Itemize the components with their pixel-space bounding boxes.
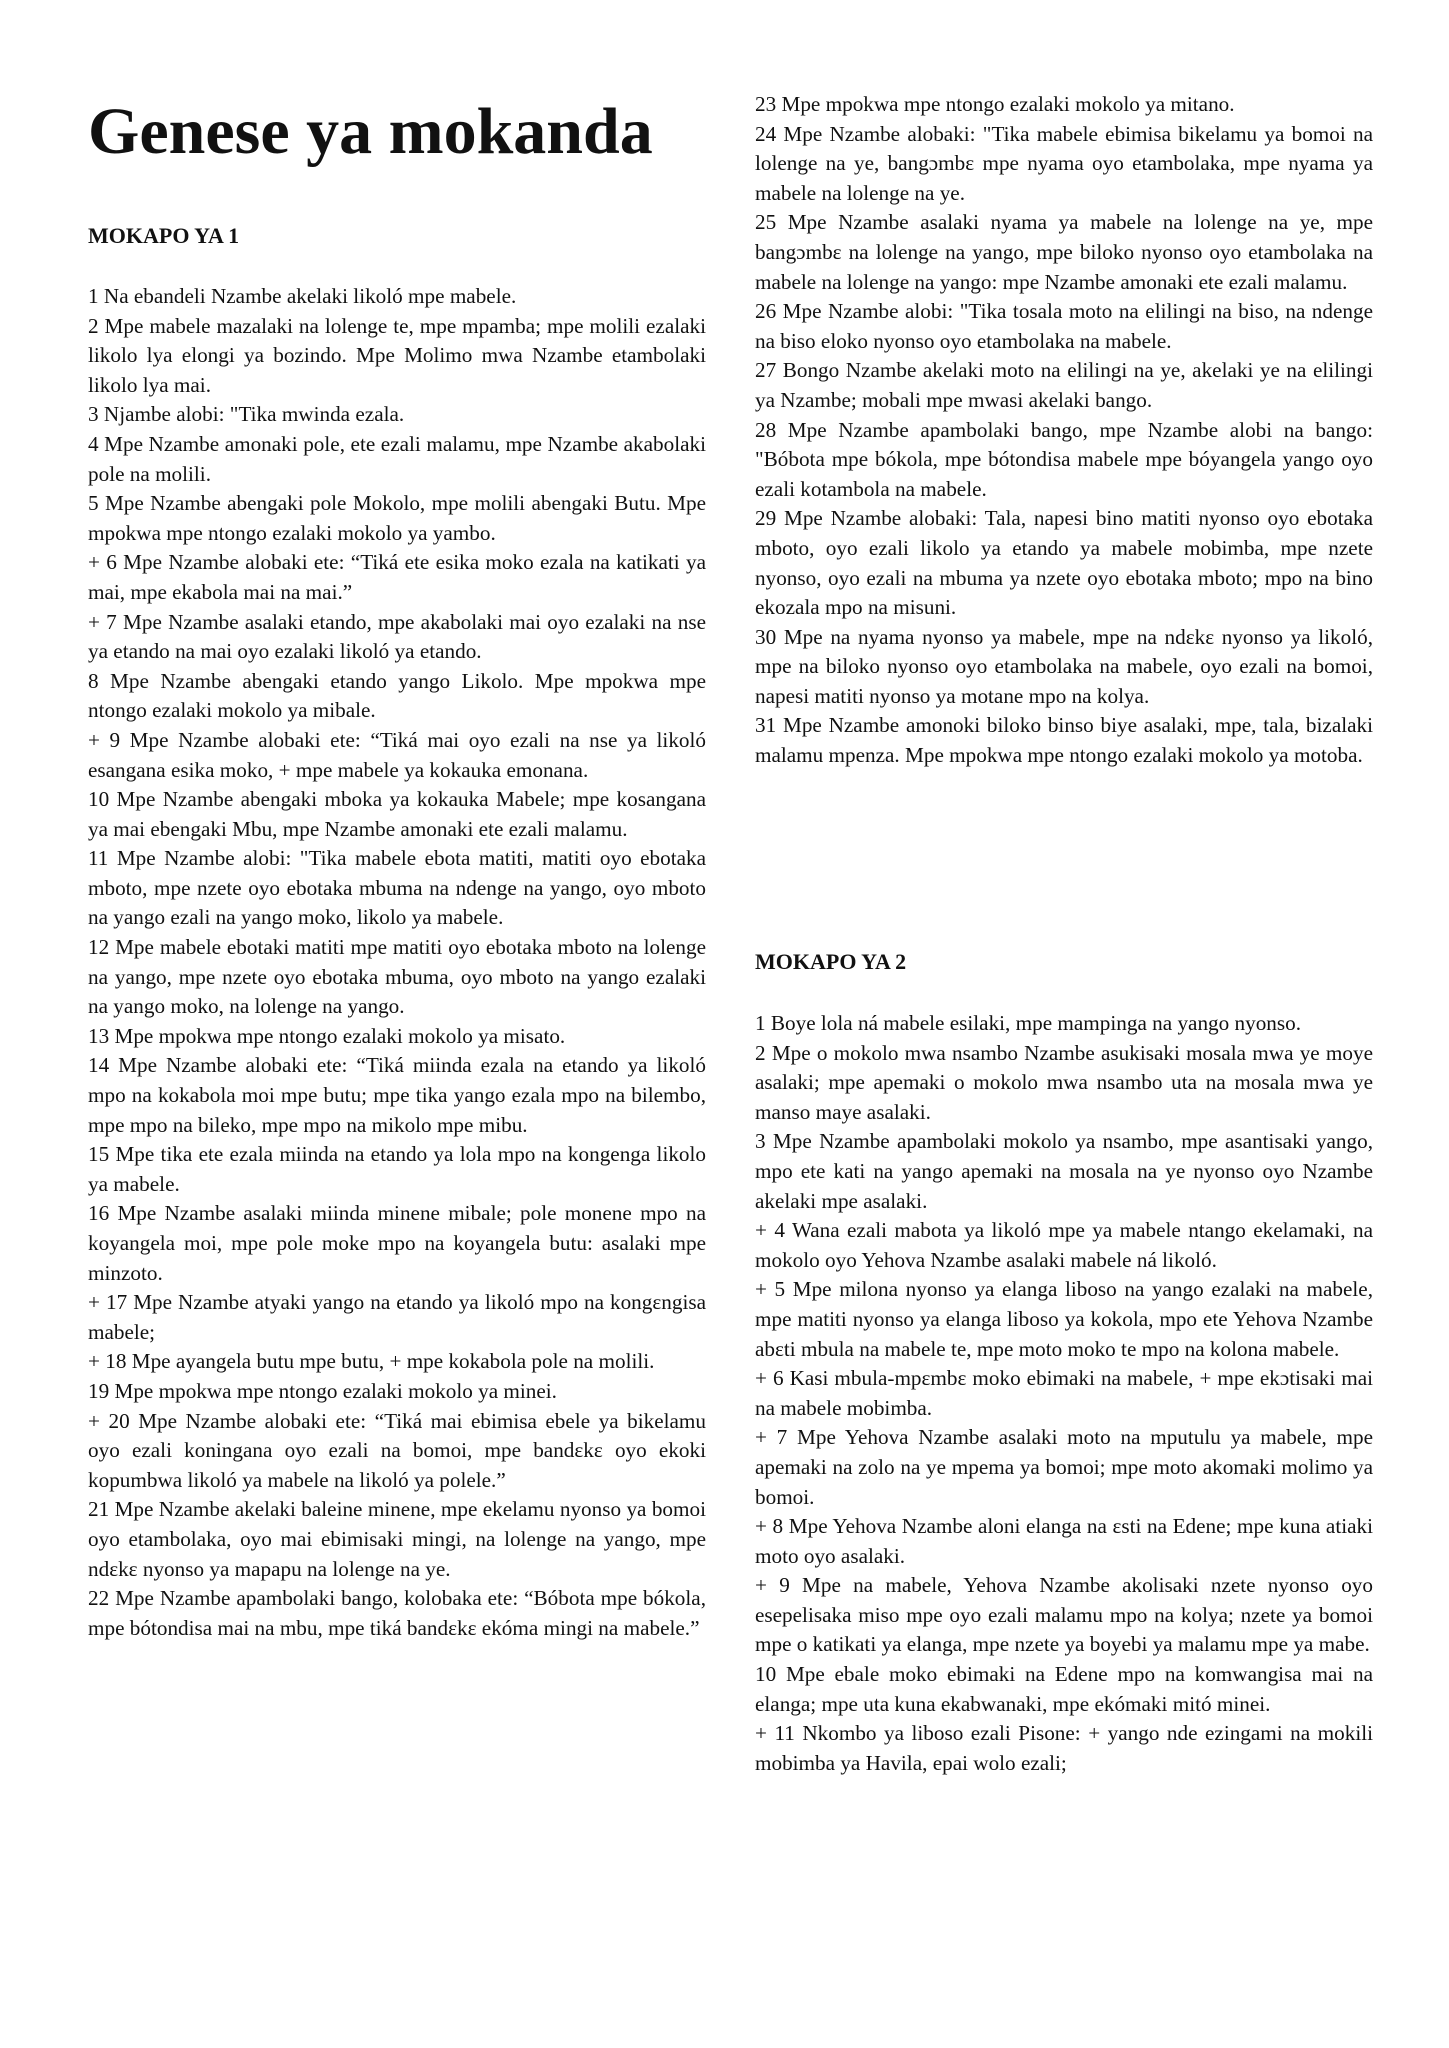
verse: + 11 Nkombo ya liboso ezali Pisone: + yango nde ezingami na mokili mobimba ya Havila, epai wolo ezali; bbox=[755, 1721, 1373, 1775]
verse: + 9 Mpe na mabele, Yehova Nzambe akolisaki nzete nyonso oyo esepelisaka miso mpe oyo ezali malamu mpo na kolya; nzete ya bomoi mpe o katikati ya elanga, mpe nzete ya boyebi ya malamu mpe ya mabe. bbox=[755, 1573, 1373, 1657]
verse: 1 Boye lola ná mabele esilaki, mpe mampinga na yango nyonso. bbox=[755, 1011, 1302, 1035]
verse: + 6 Kasi mbula-mpɛmbɛ moko ebimaki na mabele, + mpe ekɔtisaki mai na mabele mobimba. bbox=[755, 1366, 1373, 1420]
chapter-1-heading: MOKAPO YA 1 bbox=[88, 223, 240, 248]
verse: 26 Mpe Nzambe alobi: "Tika tosala moto na elilingi na biso, na ndenge na biso eloko nyonso oyo etambolaka na mabele. bbox=[755, 299, 1373, 353]
verse: 15 Mpe tika ete ezala miinda na etando ya lola mpo na kongenga likolo ya mabele. bbox=[88, 1142, 706, 1196]
chapter-1-verses bbox=[88, 282, 706, 1643]
verse: 31 Mpe Nzambe amonoki biloko binso biye asalaki, mpe, tala, bizalaki malamu mpenza. Mpe mpokwa mpe ntongo ezalaki mokolo ya motoba. bbox=[755, 713, 1373, 768]
verse: 3 Mpe Nzambe apambolaki mokolo ya nsambo, mpe asantisaki yango, mpo ete kati na yango apemaki na mosala na ye nyonso oyo Nzambe akelaki mpe asalaki. bbox=[755, 1129, 1373, 1213]
verse: + 17 Mpe Nzambe atyaki yango na etando ya likoló mpo na kongɛngisa mabele; bbox=[88, 1290, 706, 1344]
verse: + 18 Mpe ayangela butu mpe butu, + mpe kokabola pole na molili. bbox=[88, 1349, 655, 1374]
verse: + 8 Mpe Yehova Nzambe aloni elanga na ɛsti na Edene; mpe kuna atiaki moto oyo asalaki. bbox=[755, 1514, 1373, 1568]
verse: 25 Mpe Nzambe asalaki nyama ya mabele na lolenge na ye, mpe bangɔmbɛ na lolenge na yango, mpe biloko nyonso oyo etambolaka na mabele na lolenge na yango: mpe Nzambe amonaki ete ezali malamu. bbox=[755, 210, 1373, 294]
verse: 11 Mpe Nzambe alobi: "Tika mabele ebota matiti, matiti oyo ebotaka mboto, mpe nzete oyo ebotaka mbuma na ndenge na yango, oyo mboto na yango ezali na yango moko, likolo ya mabele. bbox=[88, 846, 706, 930]
verse: 10 Mpe Nzambe abengaki mboka ya kokauka Mabele; mpe kosangana ya mai ebengaki Mbu, mpe Nzambe amonaki ete ezali malamu. bbox=[88, 787, 706, 841]
verse: + 6 Mpe Nzambe alobaki ete: “Tiká ete esika moko ezala na katikati ya mai, mpe ekabola mai na mai.” bbox=[88, 550, 706, 604]
chapter-2-verses bbox=[755, 1009, 1373, 1778]
verse: 21 Mpe Nzambe akelaki baleine minene, mpe ekelamu nyonso ya bomoi oyo etambolaka, oyo mai ebimisaki mingi, na lolenge na yango, mpe ndɛkɛ nyonso ya mapapu na lolenge na ye. bbox=[88, 1497, 706, 1581]
verse: 5 Mpe Nzambe abengaki pole Mokolo, mpe molili abengaki Butu. Mpe mpokwa mpe ntongo ezalaki mokolo ya yambo. bbox=[88, 491, 706, 545]
verse: 16 Mpe Nzambe asalaki miinda minene mibale; pole monene mpo na koyangela moi, mpe pole moke mpo na koyangela butu: asalaki mpe minzoto. bbox=[88, 1201, 706, 1285]
verse: 27 Bongo Nzambe akelaki moto na elilingi na ye, akelaki ye na elilingi ya Nzambe; mobali mpe mwasi akelaki bango. bbox=[755, 358, 1373, 412]
verse: 30 Mpe na nyama nyonso ya mabele, mpe na ndɛkɛ nyonso ya likoló, mpe na biloko nyonso oyo etambolaka na mabele, oyo ezali na bomoi, napesi matiti nyonso ya motane mpo na kolya. bbox=[755, 624, 1373, 708]
verse: 2 Mpe mabele mazalaki na lolenge te, mpe mpamba; mpe molili ezalaki likolo lya elongi ya bozindo. Mpe Molimo mwa Nzambe etambolaki likolo lya mai. bbox=[88, 313, 706, 397]
verse: + 9 Mpe Nzambe alobaki ete: “Tiká mai oyo ezali na nse ya likoló esangana esika moko, + mpe mabele ya kokauka emonana. bbox=[88, 727, 706, 782]
verse: + 7 Mpe Nzambe asalaki etando, mpe akabolaki mai oyo ezalaki na nse ya etando na mai oyo ezalaki likoló ya etando. bbox=[88, 609, 706, 664]
verse: 8 Mpe Nzambe abengaki etando yango Likolo. Mpe mpokwa mpe ntongo ezalaki mokolo ya mibale. bbox=[88, 668, 706, 723]
verse: 29 Mpe Nzambe alobaki: Tala, napesi bino matiti nyonso oyo ebotaka mboto, oyo ezali likolo ya etando ya mabele mobimba, mpe nzete nyonso, oyo ezali na mbuma ya nzete oyo ebotaka mboto; mpo na bino ekozala mpo na misuni. bbox=[755, 506, 1373, 620]
verse: 3 Njambe alobi: "Tika mwinda ezala. bbox=[88, 402, 405, 427]
verse: + 4 Wana ezali mabota ya likoló mpe ya mabele ntango ekelamaki, na mokolo oyo Yehova Nzambe asalaki mabele ná likoló. bbox=[755, 1218, 1373, 1272]
verse: 2 Mpe o mokolo mwa nsambo Nzambe asukisaki mosala mwa ye moye asalaki; mpe apemaki o mokolo mwa nsambo uta na mosala mwa ye manso maye asalaki. bbox=[755, 1040, 1373, 1124]
chapter-1-verses-continued bbox=[755, 90, 1373, 771]
verse: + 5 Mpe milona nyonso ya elanga liboso na yango ezalaki na mabele, mpe matiti nyonso ya elanga liboso ya kokola, mpo ete Yehova Nzambe abɛti mbula na mabele te, mpe moto moko te mpo na kolona mabele. bbox=[755, 1277, 1373, 1361]
verse: 28 Mpe Nzambe apambolaki bango, mpe Nzambe alobi na bango: "Bóbota mpe bókola, mpe bótondisa mabele mpe bóyangela yango oyo ezali kotambola na mabele. bbox=[755, 417, 1373, 501]
document-title: Genese ya mokanda bbox=[88, 95, 653, 168]
verse: 10 Mpe ebale moko ebimaki na Edene mpo na komwangisa mai na elanga; mpe uta kuna ekabwanaki, mpe ekómaki mitó minei. bbox=[755, 1662, 1373, 1716]
verse: 13 Mpe mpokwa mpe ntongo ezalaki mokolo ya misato. bbox=[88, 1023, 566, 1048]
verse: 24 Mpe Nzambe alobaki: "Tika mabele ebimisa bikelamu ya bomoi na lolenge na ye, bangɔmbɛ mpe nyama oyo etambolaka, mpe nyama ya mabele na lolenge na ye. bbox=[755, 121, 1373, 205]
verse: 14 Mpe Nzambe alobaki ete: “Tiká miinda ezala na etando ya likoló mpo na kokabola moi mpe butu; mpe tika yango ezala mpo na bilembo, mpe mpo na bileko, mpe mpo na mikolo mpe mibu. bbox=[88, 1053, 706, 1137]
chapter-2-heading: MOKAPO YA 2 bbox=[755, 949, 907, 974]
verse: 23 Mpe mpokwa mpe ntongo ezalaki mokolo ya mitano. bbox=[755, 92, 1235, 116]
verse: 22 Mpe Nzambe apambolaki bango, kolobaka ete: “Bóbota mpe bókola, mpe bótondisa mai na mbu, mpe tiká bandɛkɛ ekóma mingi na mabele.” bbox=[88, 1586, 706, 1640]
verse: + 20 Mpe Nzambe alobaki ete: “Tiká mai ebimisa ebele ya bikelamu oyo ezali koningana oyo ezali na bomoi, mpe bandɛkɛ oyo ekoki kopumbwa likoló ya mabele na likoló ya polele.” bbox=[88, 1408, 706, 1492]
verse: + 7 Mpe Yehova Nzambe asalaki moto na mputulu ya mabele, mpe apemaki na zolo na ye mpema ya bomoi; mpe moto akomaki molimo ya bomoi. bbox=[755, 1425, 1373, 1509]
verse: 19 Mpe mpokwa mpe ntongo ezalaki mokolo ya minei. bbox=[88, 1378, 557, 1403]
verse: 12 Mpe mabele ebotaki matiti mpe matiti oyo ebotaka mboto na lolenge na yango, mpe nzete oyo ebotaka mbuma, oyo mboto na yango ezalaki na yango moko, na lolenge na yango. bbox=[88, 935, 706, 1019]
verse: 4 Mpe Nzambe amonaki pole, ete ezali malamu, mpe Nzambe akabolaki pole na molili. bbox=[88, 431, 706, 486]
verse: 1 Na ebandeli Nzambe akelaki likoló mpe mabele. bbox=[88, 284, 517, 308]
